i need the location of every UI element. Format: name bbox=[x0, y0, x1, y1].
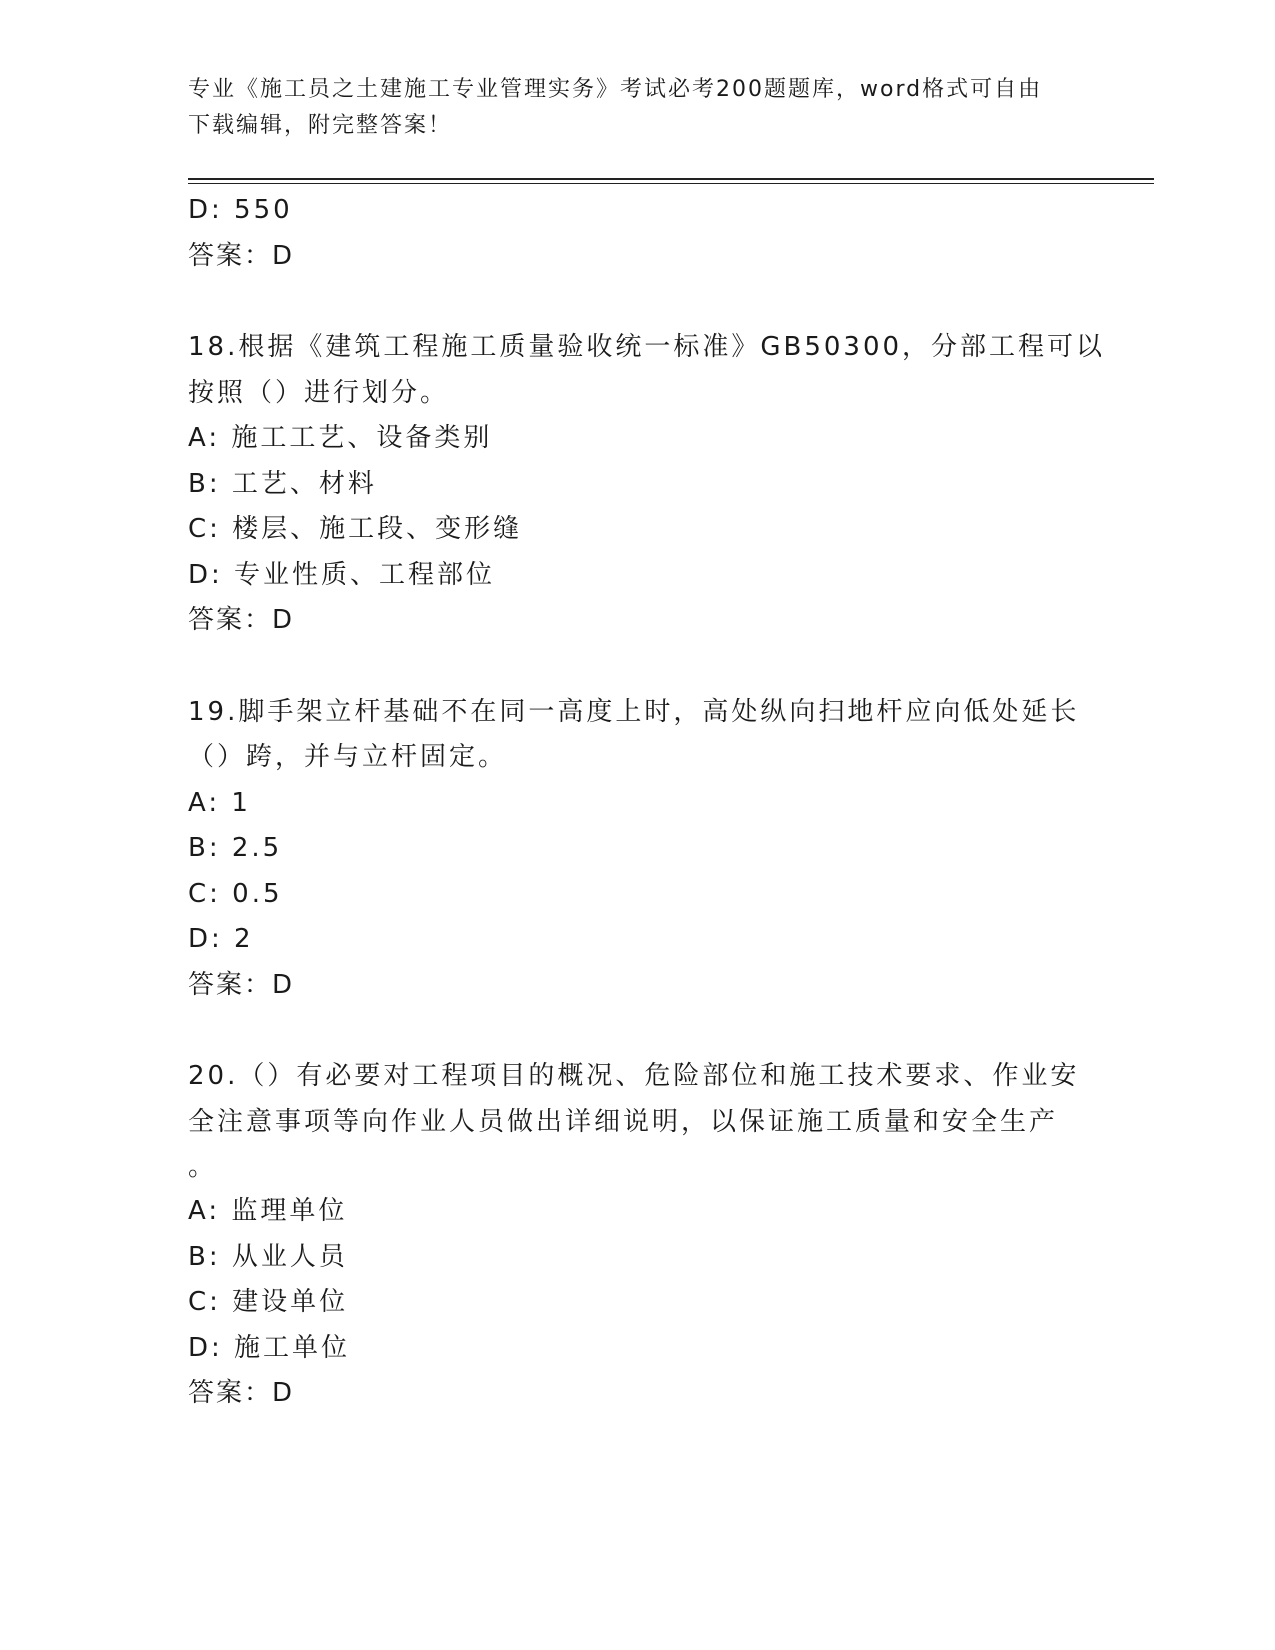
question-stem-line: 。 bbox=[188, 1152, 218, 1182]
question-stem-line: 18.根据《建筑工程施工质量验收统一标准》GB50300，分部工程可以 bbox=[188, 332, 1106, 362]
option-c: C: 建设单位 bbox=[188, 1287, 349, 1317]
question-18 bbox=[188, 325, 1106, 644]
question-content bbox=[188, 188, 1106, 1417]
option-b: B: 工艺、材料 bbox=[188, 468, 377, 499]
option-a: A: 1 bbox=[188, 787, 251, 818]
header-line-2: 下载编辑，附完整答案！ bbox=[188, 113, 453, 138]
option-d: D: 2 bbox=[188, 924, 254, 954]
prev-answer: 答案：D bbox=[188, 240, 295, 271]
prev-option-d: D: 550 bbox=[188, 195, 293, 225]
option-a: A: 监理单位 bbox=[188, 1196, 348, 1226]
answer: 答案：D bbox=[188, 1378, 295, 1408]
header-rule-thin bbox=[188, 183, 1154, 184]
question-stem-line: 20.（）有必要对工程项目的概况、危险部位和施工技术要求、作业安 bbox=[188, 1061, 1080, 1091]
option-b: B: 从业人员 bbox=[188, 1241, 348, 1272]
question-19 bbox=[188, 690, 1088, 1009]
question-stem-line: （）跨，并与立杆固定。 bbox=[188, 742, 508, 772]
document-header bbox=[188, 72, 1068, 144]
option-d: D: 专业性质、工程部位 bbox=[188, 559, 496, 590]
option-c: C: 0.5 bbox=[188, 878, 283, 909]
answer: 答案：D bbox=[188, 969, 295, 1000]
option-d: D: 施工单位 bbox=[188, 1332, 351, 1363]
answer: 答案：D bbox=[188, 605, 295, 635]
header-rule-thick bbox=[188, 178, 1154, 180]
question-stem-line: 19.脚手架立杆基础不在同一高度上时，高处纵向扫地杆应向低处延长 bbox=[188, 696, 1080, 727]
question-stem-line: 按照（）进行划分。 bbox=[188, 377, 450, 408]
option-c: C: 楼层、施工段、变形缝 bbox=[188, 514, 523, 544]
question-stem-line: 全注意事项等向作业人员做出详细说明，以保证施工质量和安全生产 bbox=[188, 1106, 1059, 1137]
question-20 bbox=[188, 1054, 1088, 1417]
option-b: B: 2.5 bbox=[188, 833, 283, 863]
option-a: A: 施工工艺、设备类别 bbox=[188, 423, 493, 453]
header-line-1: 专业《施工员之土建施工专业管理实务》考试必考200题题库，word格式可自由 bbox=[188, 77, 1043, 102]
